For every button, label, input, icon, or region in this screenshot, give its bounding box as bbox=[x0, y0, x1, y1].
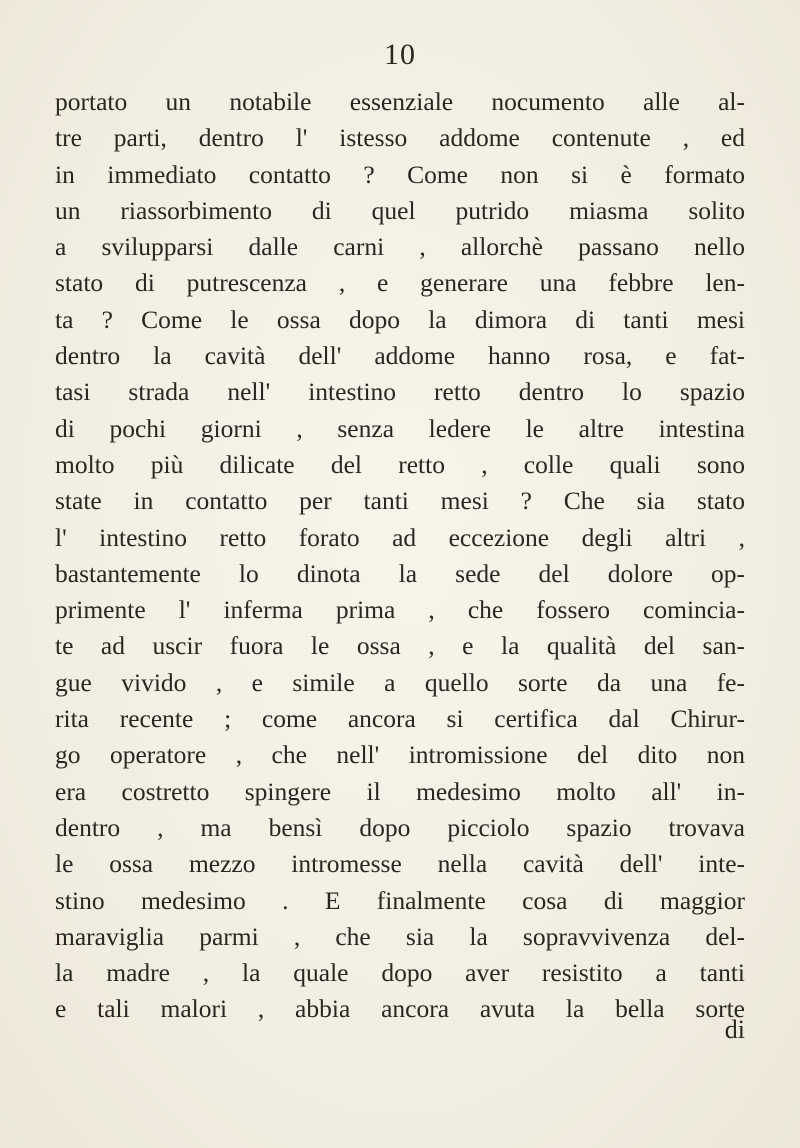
text-line: molto più dilicate del retto , colle quali sono bbox=[55, 449, 745, 479]
text-line: stino medesimo . E finalmente cosa di maggior bbox=[55, 885, 745, 915]
text-line: bastantemente lo dinota la sede del dolore op- bbox=[55, 558, 745, 588]
text-line: portato un notabile essenziale nocumento alle al- bbox=[55, 87, 745, 116]
text-line: gue vivido , e simile a quello sorte da una fe- bbox=[55, 667, 745, 697]
text-line: di pochi giorni , senza ledere le altre intestina bbox=[55, 413, 745, 443]
text-line: dentro la cavità dell' addome hanno rosa, e fat- bbox=[55, 341, 745, 371]
text-line: tre parti, dentro l' istesso addome contenute , ed bbox=[55, 123, 745, 153]
text-line: tasi strada nell' intestino retto dentro lo spazio bbox=[55, 377, 745, 407]
text-line: primente l' inferma prima , che fossero comincia- bbox=[55, 595, 745, 625]
text-line: maraviglia parmi , che sia la sopravvivenza del- bbox=[55, 921, 745, 951]
text-line: go operatore , che nell' intromissione del dito non bbox=[55, 740, 745, 770]
text-line: l' intestino retto forato ad eccezione degli altri , bbox=[55, 522, 745, 552]
text-line: rita recente ; come ancora si certifica dal Chirur- bbox=[55, 704, 745, 734]
text-line: un riassorbimento di quel putrido miasma solito bbox=[55, 195, 745, 225]
text-line: dentro , ma bensì dopo picciolo spazio trovava bbox=[55, 812, 745, 842]
text-line: ta ? Come le ossa dopo la dimora di tanti mesi bbox=[55, 304, 745, 334]
text-line: era costretto spingere il medesimo molto all' in- bbox=[55, 776, 745, 806]
text-line: le ossa mezzo intromesse nella cavità dell' inte- bbox=[55, 849, 745, 879]
text-line: in immediato contatto ? Come non si è formato bbox=[55, 159, 745, 189]
body-text bbox=[55, 84, 745, 1028]
page-number: 10 bbox=[384, 38, 416, 71]
text-line: la madre , la quale dopo aver resistito a tanti bbox=[55, 958, 745, 988]
catchword: di bbox=[724, 1015, 745, 1044]
text-line: te ad uscir fuora le ossa , e la qualità del san- bbox=[55, 631, 745, 661]
text-line: state in contatto per tanti mesi ? Che sia stato bbox=[55, 486, 745, 516]
text-line: stato di putrescenza , e generare una febbre len- bbox=[55, 268, 745, 298]
text-line: e tali malori , abbia ancora avuta la bella sorte bbox=[55, 994, 745, 1024]
text-line: a svilupparsi dalle carni , allorchè passano nello bbox=[55, 232, 745, 262]
